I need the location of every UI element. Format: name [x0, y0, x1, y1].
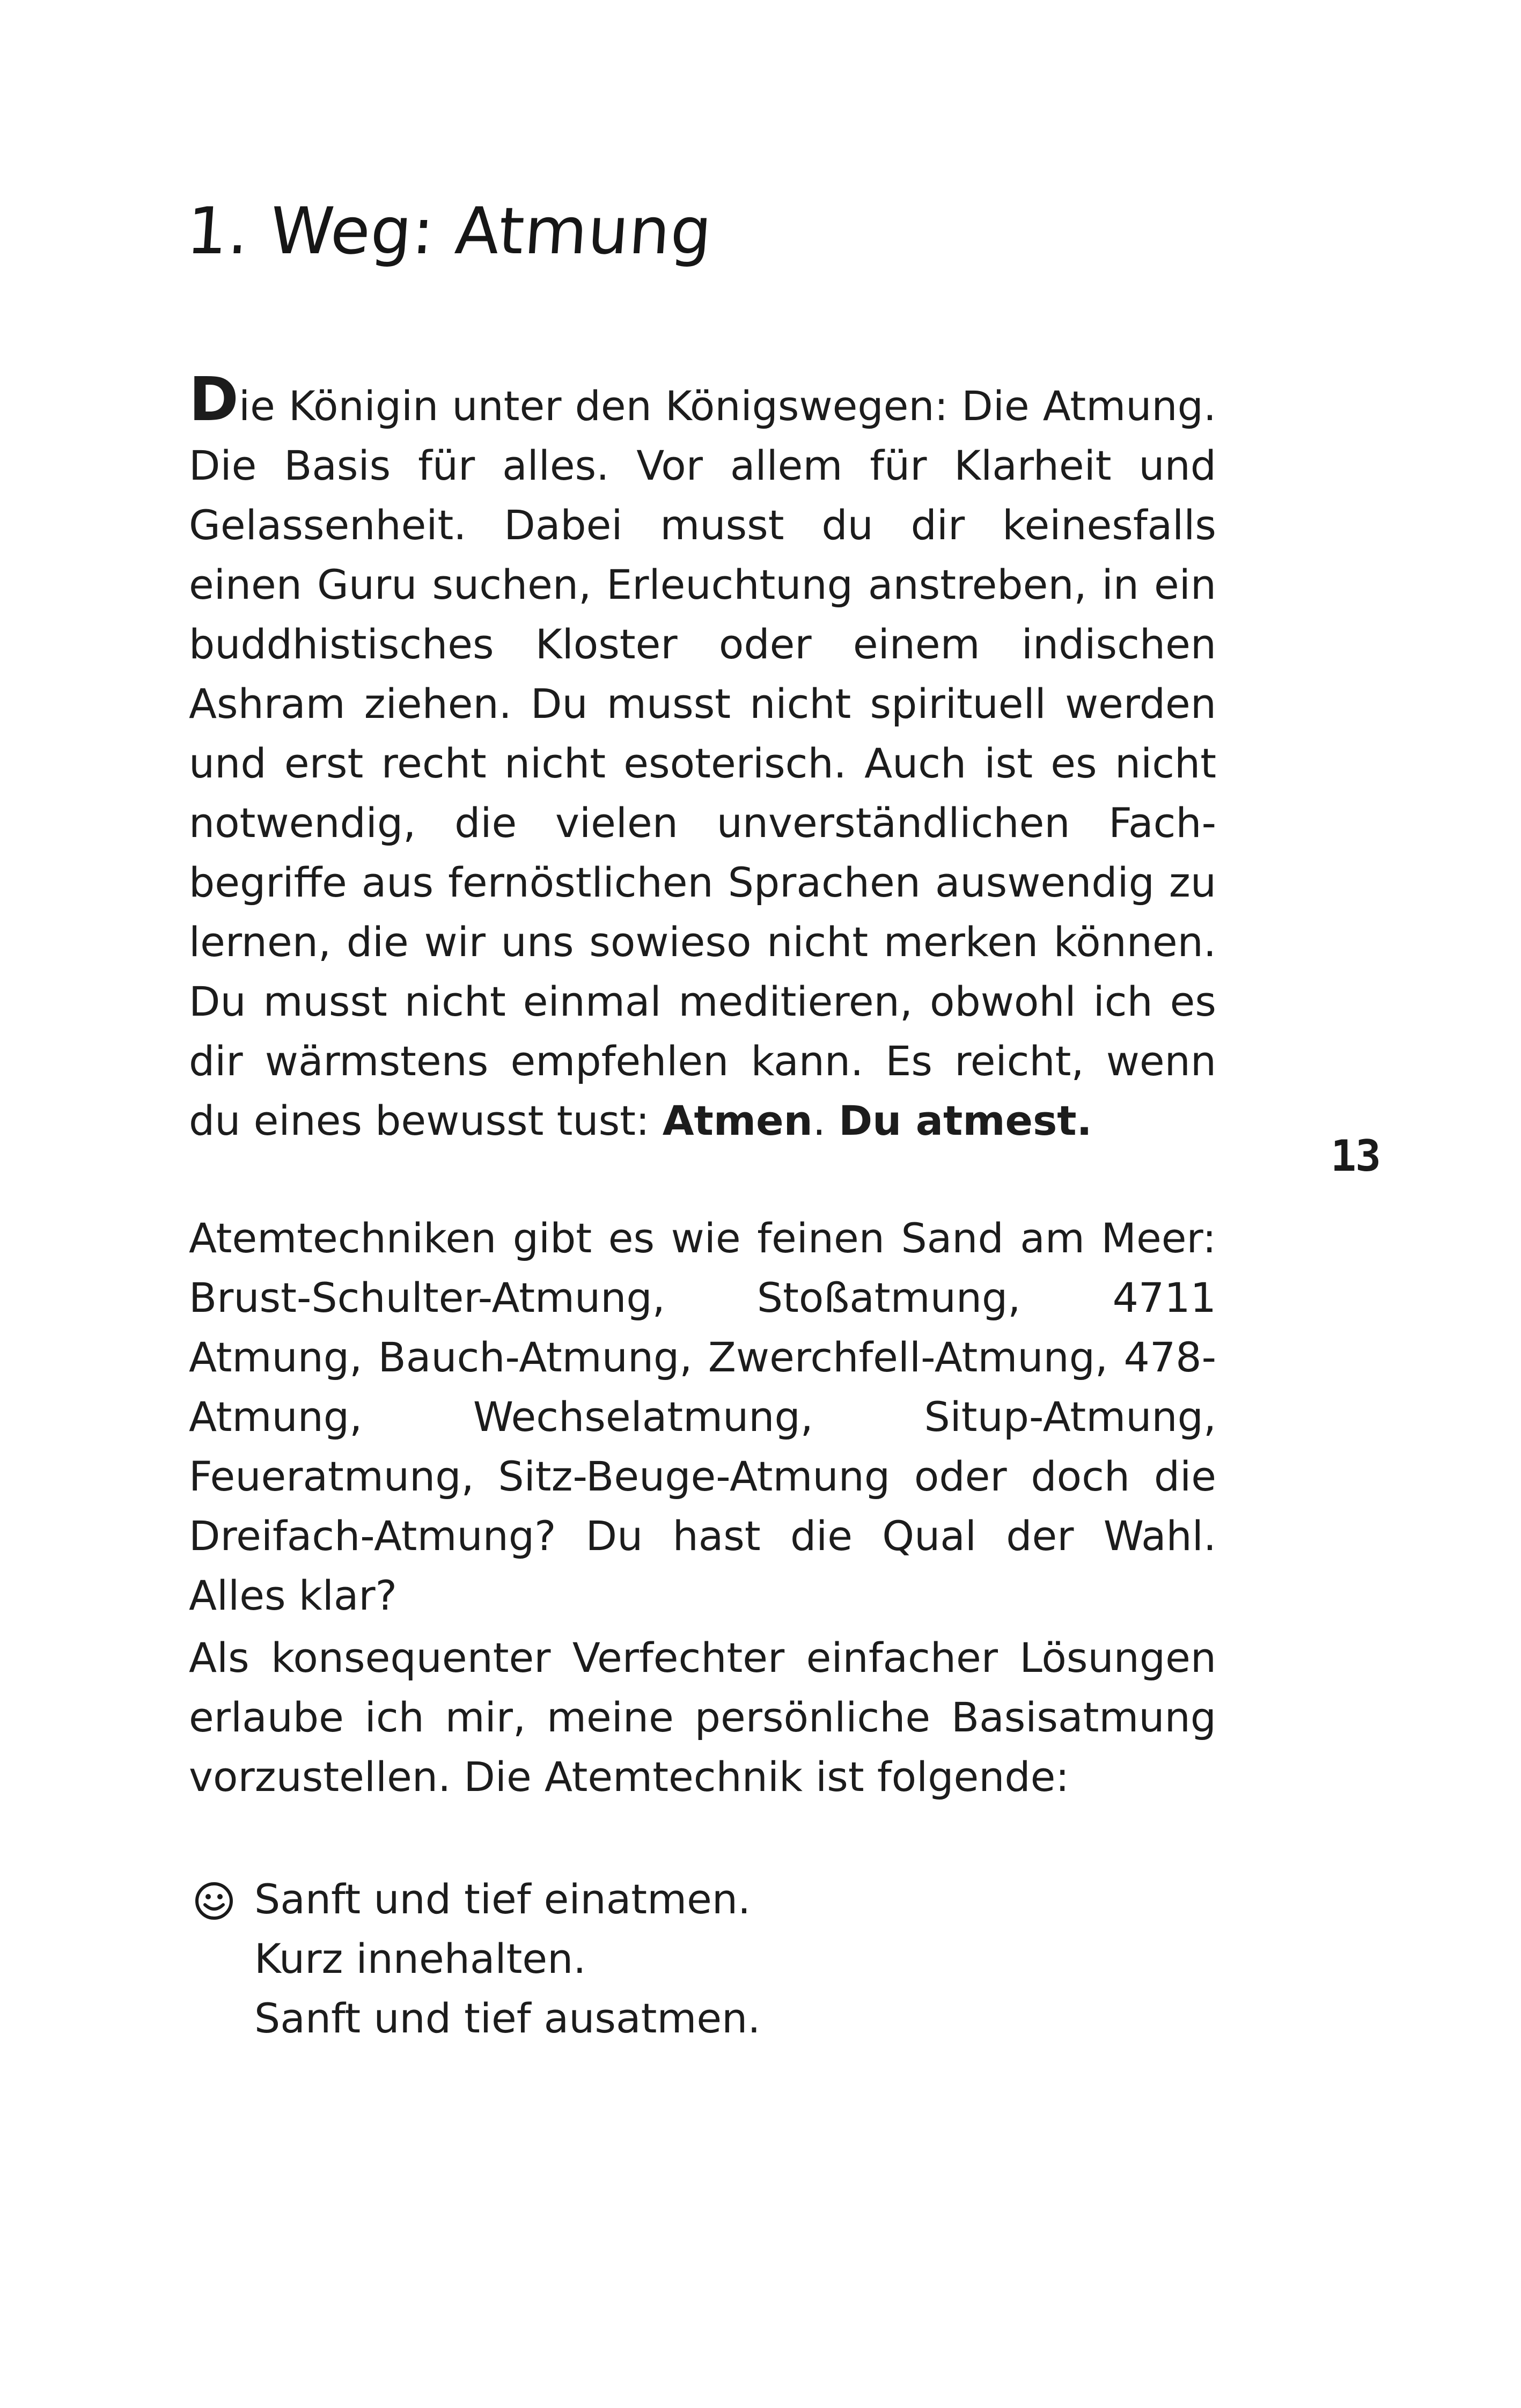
chapter-title: 1. Weg: Atmung [184, 194, 715, 269]
technique-step-pause: Kurz innehalten. [254, 1935, 586, 1983]
breathing-technique-list [189, 1869, 1216, 2048]
technique-step-inhale: Sanft und tief einatmen. [254, 1875, 751, 1923]
emphasis-du-atmest: Du atmest. [839, 1097, 1092, 1144]
intro-paragraph [189, 365, 1216, 1150]
intro-paragraph-text: ie Königin unter den Königswegen: Die Atmung. Die Basis für alles. Vor allem für Klarheit und Gelassenheit. Dabei musst du dir keinesfalls einen Guru suchen, Erleuchtung anstreben, in ein buddhistisches Kloster oder einem indischen Ashram ziehen. Du musst nicht spirituell werden und erst recht nicht esoterisch. Auch ist es nicht notwendig, die vielen unverständlichen Fachbegriffe aus fernöstlichen Sprachen auswendig zu lernen, die wir uns sowieso nicht merken können. Du musst nicht einmal meditieren, obwohl ich es dir wärmstens empfehlen kann. Es reicht, wenn du eines bewusst tust: [189, 382, 1216, 1144]
basis-breathing-paragraph: Als konsequenter Verfechter einfacher Lösungen erlaube ich mir, meine persönliche Basisatmung vorzustellen. Die Atemtechnik ist folgende: [189, 1634, 1216, 1801]
techniques-paragraph: Atemtechniken gibt es wie feinen Sand am Meer: Brust-Schulter-Atmung, Stoßatmung, 4711 Atmung, Bauch-Atmung, Zwerchfell-Atmung, 478-Atmung, Wechselatmung, Situp-Atmung, Feueratmung, Sitz-Beuge-Atmung oder doch die Dreifach-Atmung? Du hast die Qual der Wahl. Alles klar? [189, 1214, 1216, 1619]
technique-step-exhale: Sanft und tief ausatmen. [254, 1994, 761, 2042]
page-number: 13 [1331, 1131, 1380, 1181]
emphasis-atmen: Atmen [662, 1097, 813, 1144]
drop-cap: D [189, 365, 239, 435]
emphasis-separator: . [812, 1097, 839, 1144]
smiley-icon [194, 1881, 234, 1921]
